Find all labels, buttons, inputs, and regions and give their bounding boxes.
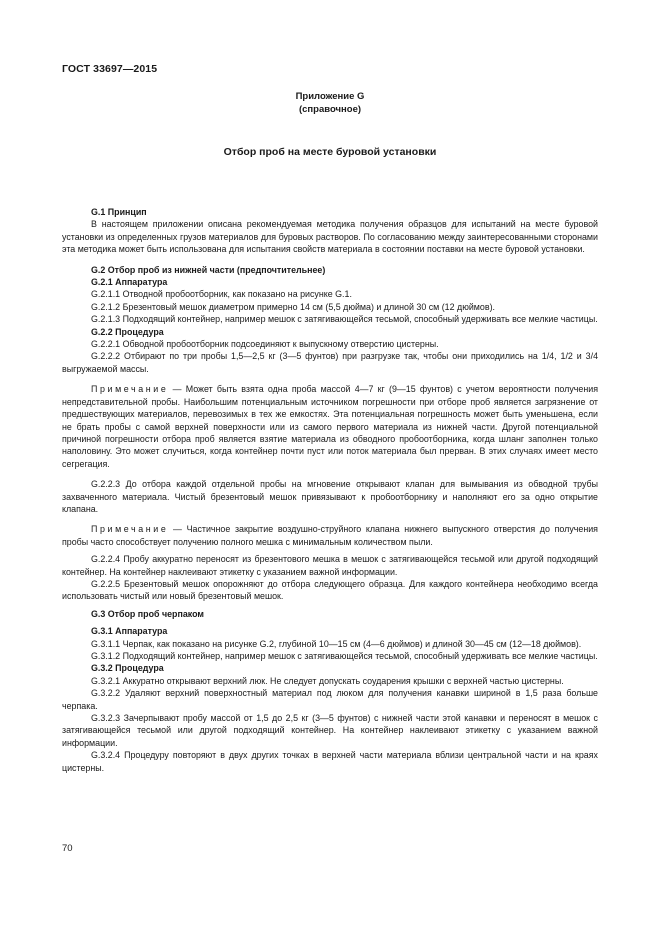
paragraph: G.2.2.4 Пробу аккуратно переносят из брезентового мешка в мешок с затягивающейся тесьмой или другой подходящий контейнер. На контейнер наклеивают этикетку с указанием важной информации. bbox=[62, 554, 598, 577]
note-paragraph bbox=[62, 383, 598, 470]
paragraph: G.2.1.2 Брезентовый мешок диаметром примерно 14 см (5,5 дюйма) и длиной 30 см (12 дюймов). bbox=[91, 301, 495, 312]
paragraph: В настоящем приложении описана рекомендуемая методика получения образцов для испытаний на месте буровой установки из определенных грузов материалов для буровых растворов. По согласованию между заинтересованными сторонами эта методика может быть использована для испытания свойств материала в состоянии поставки на месте буровой установки. bbox=[62, 219, 598, 255]
note-paragraph bbox=[62, 523, 598, 548]
paragraph: G.2.2.5 Брезентовый мешок опорожняют до отбора следующего образца. Для каждого контейнера необходимо всегда использовать чистый или новый брезентовый мешок. bbox=[62, 578, 598, 602]
note-label: Примечание bbox=[91, 384, 169, 395]
note-label: Примечание bbox=[91, 524, 169, 535]
paragraph: G.3.1.1 Черпак, как показано на рисунке G.2, глубиной 10—15 см (4—6 дюймов) и длиной 30—45 см (12—18 дюймов). bbox=[91, 638, 582, 649]
paragraph: G.2.2.1 Обводной пробоотборник подсоединяют к выпускному отверстию цистерны. bbox=[91, 339, 439, 350]
section-heading: G.2 Отбор проб из нижней части (предпочтительнее) bbox=[91, 264, 326, 275]
page-number: 70 bbox=[62, 843, 73, 854]
appendix-title: Отбор проб на месте буровой установки bbox=[223, 146, 437, 158]
appendix-label: Приложение G bbox=[295, 91, 365, 102]
paragraph: G.3.2.2 Удаляют верхний поверхностный материал под люком для получения канавки шириной в 1,5 раза больше черпака. bbox=[62, 688, 598, 711]
appendix-type: (справочное) bbox=[298, 104, 362, 115]
subsection-heading: G.2.2 Процедура bbox=[91, 326, 164, 337]
paragraph: G.2.1.1 Отводной пробоотборник, как показано на рисунке G.1. bbox=[91, 289, 352, 300]
note-text: — Может быть взята одна проба массой 4—7 кг (9—15 фунтов) с учетом вероятности получения непредставительной пробы. Наибольшим потенциальным источником погрешности при отборе проб является загрязнение от предшествующих материалов, перевозимых в тех же емкостях. Эта потенциальная погрешность может быть уменьшена, если не брать пробы с самой верхней поверхности или из самого первого материала из нижней части. Другой потенциальной причиной погрешности отбора проб является взятие материала из обводного пробоотборника, когда шланг заполнен только наполовину. Это может случиться, когда контейнер почти пуст или поток материала был прерван. В этих случаях имеет место сегрегация. bbox=[62, 384, 598, 469]
subsection-heading: G.3.1 Аппаратура bbox=[91, 626, 168, 637]
section-heading: G.3 Отбор проб черпаком bbox=[91, 608, 204, 619]
subsection-heading: G.3.2 Процедура bbox=[91, 663, 164, 674]
subsection-heading: G.2.1 Аппаратура bbox=[91, 277, 168, 288]
appendix-heading bbox=[230, 90, 430, 116]
paragraph: G.2.1.3 Подходящий контейнер, например мешок с затягивающейся тесьмой, способный удерживать все мелкие частицы. bbox=[91, 314, 598, 325]
paragraph: G.3.1.2 Подходящий контейнер, например мешок с затягивающейся тесьмой, способный удерживать все мелкие частицы. bbox=[91, 651, 598, 661]
paragraph: G.3.2.3 Зачерпывают пробу массой от 1,5 до 2,5 кг (3—5 фунтов) с нижней части этой канавки и переносят в мешок с затягивающейся тесьмой или другой подходящий контейнер. На контейнер наклеивают этикетку с указанием важной информации. bbox=[62, 713, 598, 748]
paragraph: G.3.2.1 Аккуратно открывают верхний люк. Не следует допускать соударения крышки с верхней частью цистерны. bbox=[91, 675, 564, 686]
paragraph: G.2.2.3 До отбора каждой отдельной пробы на мгновение открывают клапан для вымывания из обводной трубы захваченного материала. Чистый брезентовый мешок привязывают к пробоотборнику и наполняют его за одно открытие клапана. bbox=[62, 479, 598, 514]
paragraph: G.3.2.4 Процедуру повторяют в двух других точках в верхней части материала вблизи центральной части и на краях цистерны. bbox=[62, 750, 598, 773]
document-header: ГОСТ 33697—2015 bbox=[62, 63, 158, 75]
note-text: — Частичное закрытие воздушно-струйного клапана нижнего выпускного отверстия до получения пробы часто способствует получению полного мешка с минимальным количеством пыли. bbox=[62, 524, 598, 547]
paragraph: G.2.2.2 Отбирают по три пробы 1,5—2,5 кг (3—5 фунтов) при разгрузке так, чтобы они приходились на 1/4, 1/2 и 3/4 выгружаемой массы. bbox=[62, 351, 598, 374]
document-body bbox=[62, 206, 598, 774]
section-heading: G.1 Принцип bbox=[91, 207, 147, 217]
